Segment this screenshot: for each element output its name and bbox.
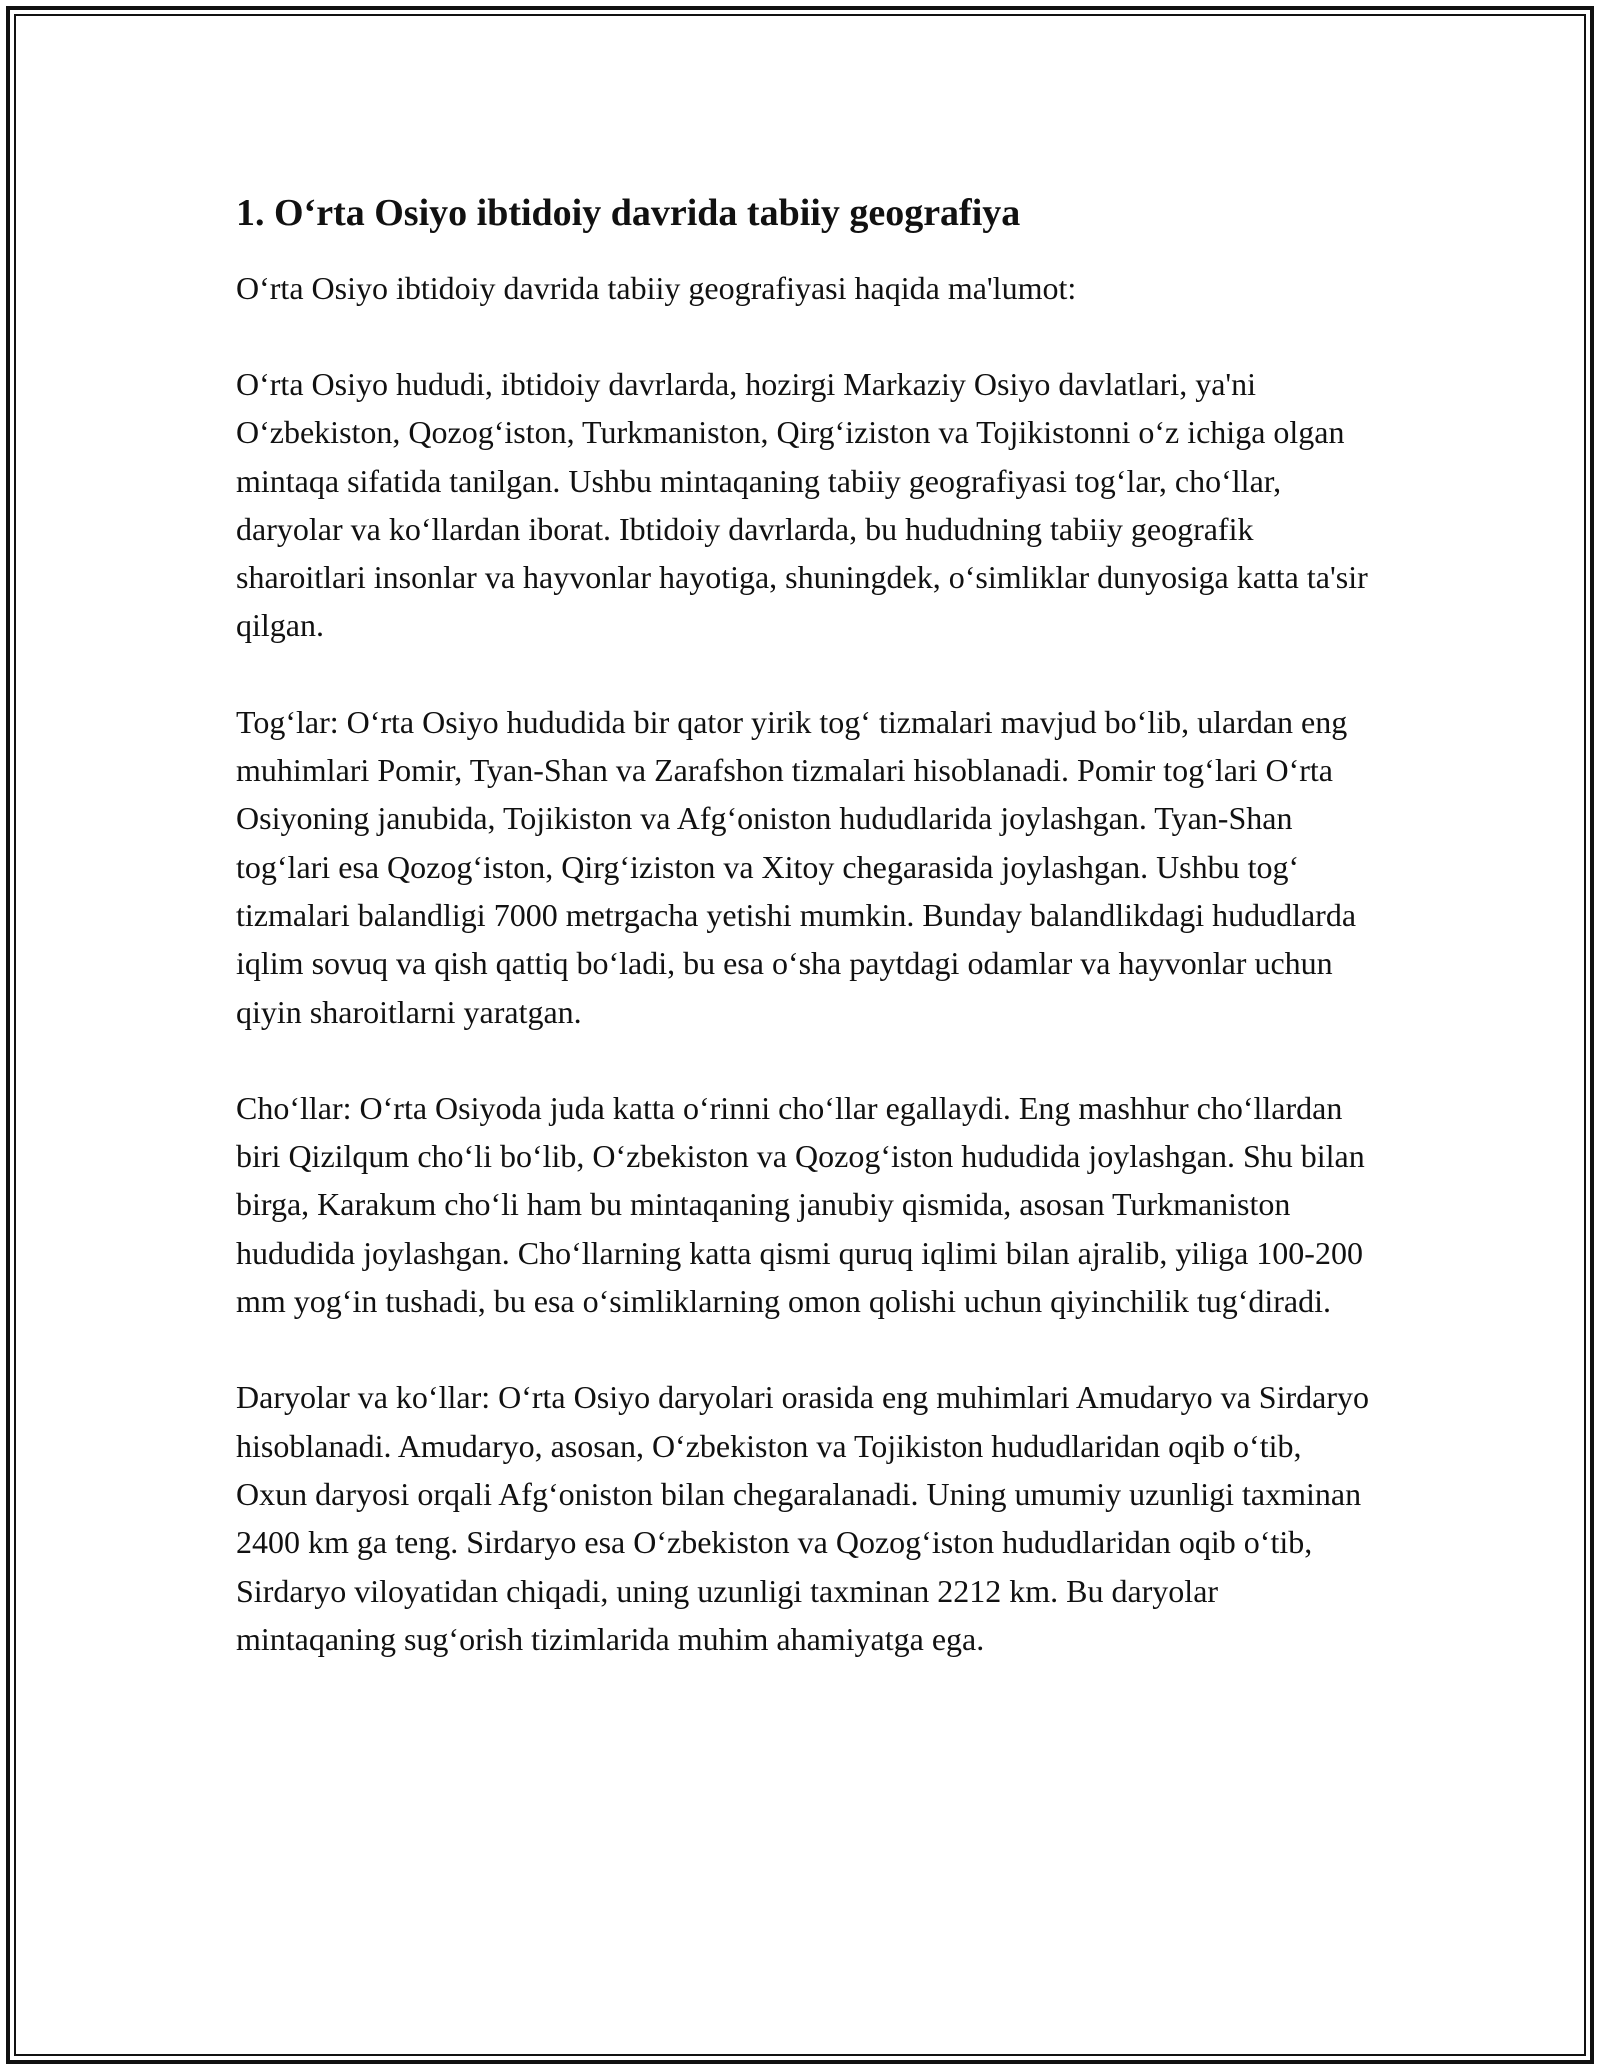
- paragraph-mountains: Tog‘lar: O‘rta Osiyo hududida bir qator yirik tog‘ tizmalari mavjud bo‘lib, ulardan eng muhimlari Pomir, Tyan-Shan va Zarafshon tizmalari hisoblanadi. Pomir tog‘lari O‘rta Osiyoning janubida, Tojikiston va Afg‘oniston hududlarida joylashgan. Tyan-Shan tog‘lari esa Qozog‘iston, Qirg‘iziston va Xitoy chegarasida joylashgan. Ushbu tog‘ tizmalari balandligi 7000 metrgacha yetishi mumkin. Bunday balandlikdagi hududlarda iqlim sovuq va qish qattiq bo‘ladi, bu esa o‘sha paytdagi odamlar va hayvonlar uchun qiyin sharoitlarni yaratgan.: [236, 703, 1357, 1030]
- paragraph-deserts: Cho‘llar: O‘rta Osiyoda juda katta o‘rinni cho‘llar egallaydi. Eng mashhur cho‘llardan biri Qizilqum cho‘li bo‘lib, O‘zbekiston va Qozog‘iston hududida joylashgan. Shu bilan birga, Karakum cho‘li ham bu mintaqaning janubiy qismida, asosan Turkmaniston hududida joylashgan. Cho‘llarning katta qismi quruq iqlimi bilan ajralib, yiliga 100-200 mm yog‘in tushadi, bu esa o‘simliklarning omon qolishi uchun qiyinchilik tug‘diradi.: [236, 1089, 1365, 1320]
- intro-paragraph: O‘rta Osiyo ibtidoiy davrida tabiiy geografiyasi haqida ma'lumot:: [236, 270, 1077, 306]
- document-body: [236, 186, 1376, 1663]
- section-heading: 1. O‘rta Osiyo ibtidoiy davrida tabiiy geografiya: [236, 192, 1021, 234]
- paragraph-overview: O‘rta Osiyo hududi, ibtidoiy davrlarda, hozirgi Markaziy Osiyo davlatlari, ya'ni O‘zbekiston, Qozog‘iston, Turkmaniston, Qirg‘iziston va Tojikistonni o‘z ichiga olgan mintaqa sifatida tanilgan. Ushbu mintaqaning tabiiy geografiyasi tog‘lar, cho‘llar, daryolar va ko‘llardan iborat. Ibtidoiy davrlarda, bu hududning tabiiy geografik sharoitlari insonlar va hayvonlar hayotiga, shuningdek, o‘simliklar dunyosiga katta ta'sir qilgan.: [236, 366, 1368, 644]
- paragraph-rivers-lakes: Daryolar va ko‘llar: O‘rta Osiyo daryolari orasida eng muhimlari Amudaryo va Sirdaryo hisoblanadi. Amudaryo, asosan, O‘zbekiston va Tojikiston hududlaridan oqib o‘tib, Oxun daryosi orqali Afg‘oniston bilan chegaralanadi. Uning umumiy uzunligi taxminan 2400 km ga teng. Sirdaryo esa O‘zbekiston va Qozog‘iston hududlaridan oqib o‘tib, Sirdaryo viloyatidan chiqadi, uning uzunligi taxminan 2212 km. Bu daryolar mintaqaning sug‘orish tizimlarida muhim ahamiyatga ega.: [236, 1379, 1369, 1657]
